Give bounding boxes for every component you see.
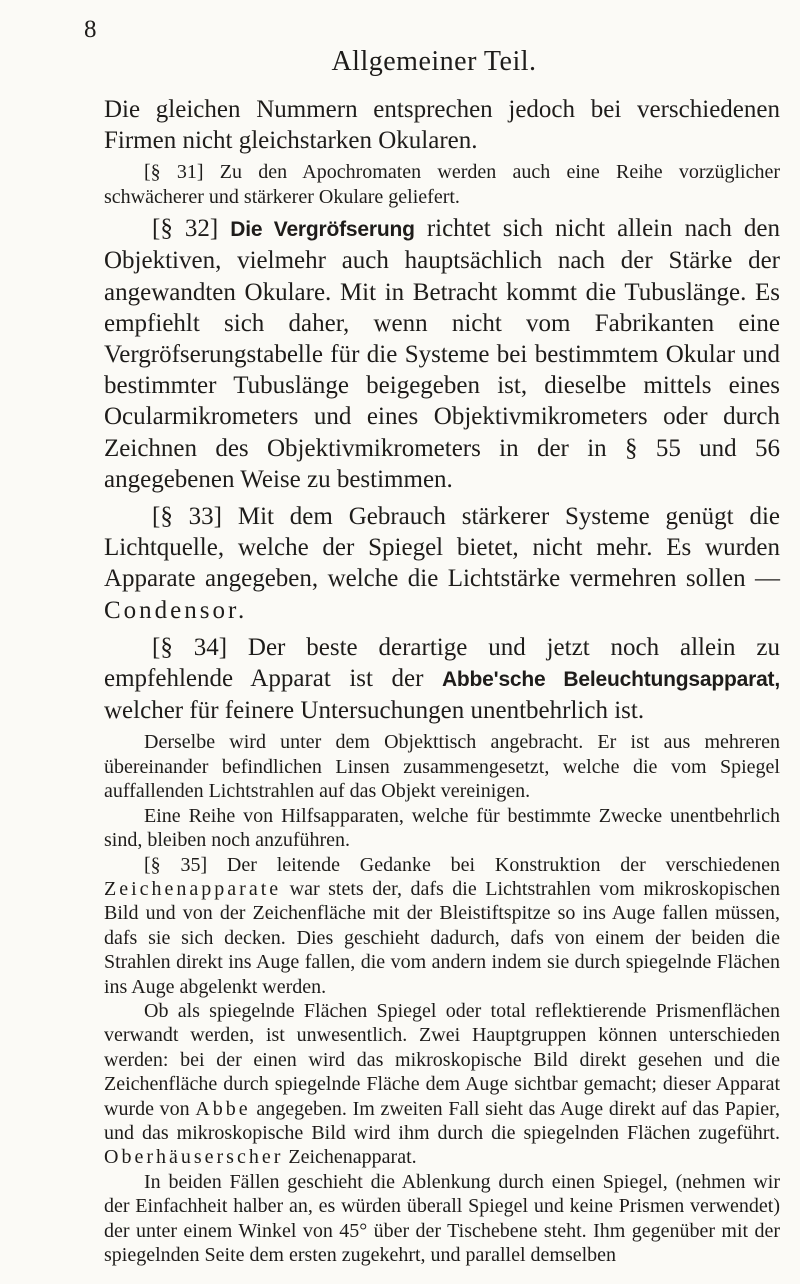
spaced-term-condensor: Condensor. xyxy=(104,596,248,624)
paragraph-32 xyxy=(104,213,780,495)
paragraph-31 xyxy=(104,160,780,209)
paragraph-text: In beiden Fällen geschieht die Ablenkung durch einen Spiegel, (nehmen wir der Einfachheit halber an, es würden überall Spiegel und keine Prismen verwendet) der unter einem Winkel von 45° über der Tischebene steht. Ihm gegenüber mit der spiegelnden Seite dem ersten zugekehrt, und parallel demselben xyxy=(104,1170,780,1266)
paragraph-text: Ob als spiegelnde Flächen Spiegel oder total reflektierende Prismenflächen verwandt werden, ist unwesentlich. Zwei Hauptgruppen können unterschieden werden: bei der einen wird das mikroskopische Bild direkt gesehen und die Zeichenfläche durch spiegelnde Fläche dem Auge sichtbar gemacht; dieser Apparat wurde von xyxy=(104,999,780,1120)
paragraph-text: angegeben. Im zweiten Fall sieht das Auge direkt auf das Papier, und das mikroskopische Bild wird ihm durch die spiegelnden Flächen zugeführt. xyxy=(104,1097,781,1144)
spaced-term-zeichenapparate: Zeichenapparate xyxy=(104,877,282,900)
paragraph-text: Derselbe wird unter dem Objekttisch angebracht. Er ist aus mehreren übereinander befindlichen Linsen zusammengesetzt, welche die vom Spiegel auffallenden Lichtstrahlen auf das Objekt vereinigen. xyxy=(104,731,780,803)
paragraph-text: [§ 35] Der leitende Gedanke bei Konstruktion der verschiedenen xyxy=(144,853,780,876)
bold-term-vergroesserung: Die Vergröfserung xyxy=(230,218,415,242)
paragraph-text: Zeichenapparat. xyxy=(288,1146,417,1169)
paragraph-ablenkung xyxy=(104,1170,780,1268)
paragraph-spiegelnde-flaechen xyxy=(104,999,780,1170)
paragraph-text: war stets der, dafs die Lichtstrahlen vom mikroskopischen Bild und von der Zeichenfläche mit der Bleistiftspitze so ins Auge fallen müssen, dafs sie sich decken. Dies geschieht dadurch, dafs von einem der beiden die Strahlen direkt ins Auge fallen, die vom andern indem sie durch spiegelnde Flächen ins Auge abgelenkt werden. xyxy=(104,877,780,998)
paragraph-hilfsapparate xyxy=(104,804,780,853)
paragraph-derselbe xyxy=(104,730,780,803)
paragraph-35 xyxy=(104,853,780,999)
page-number: 8 xyxy=(84,16,97,43)
paragraph-text: [§ 34] Der beste derartige und jetzt noch allein zu empfehlende Apparat ist der xyxy=(104,633,780,693)
paragraph-text: richtet sich nicht allein nach den Objektiven, vielmehr auch hauptsächlich nach der Stärke der angewandten Okulare. Mit in Betracht kommt die Tubuslänge. Es empfiehlt sich daher, wenn nicht vom Fabrikanten eine Vergröfserungstabelle für die Systeme bei bestimmtem Okular und bestimmter Tubuslänge beigegeben ist, dieselbe mittels eines Ocularmikrometers und eines Objektivmikrometers oder durch Zeichnen des Objektivmikrometers in der in § 55 und 56 angegebenen Weise zu bestimmen. xyxy=(104,215,781,493)
spaced-name-oberhaeuser: Oberhäuserscher xyxy=(104,1146,284,1169)
paragraph-text: Die gleichen Nummern entsprechen jedoch bei verschiedenen Firmen nicht gleichstarken Okularen. xyxy=(104,96,780,155)
paragraph-33 xyxy=(104,501,780,626)
paragraph-text: welcher für feinere Untersuchungen unentbehrlich ist. xyxy=(104,697,645,725)
paragraph-firmen xyxy=(104,94,780,156)
section-ref: [§ 32] xyxy=(152,215,219,243)
body-text xyxy=(104,94,780,1267)
paragraph-34 xyxy=(104,632,780,727)
paragraph-text: [§ 31] Zu den Apochromaten werden auch eine Reihe vorzüglicher schwächerer und stärkerer Okulare geliefert. xyxy=(104,161,780,208)
paragraph-text: [§ 33] Mit dem Gebrauch stärkerer Systeme genügt die Lichtquelle, welche der Spiegel bietet, nicht mehr. Es wurden Apparate angegeben, welche die Lichtstärke vermehren sollen — xyxy=(104,503,780,593)
page-header xyxy=(84,16,784,77)
paragraph-text: Eine Reihe von Hilfsapparaten, welche für bestimmte Zwecke unentbehrlich sind, bleiben noch anzuführen. xyxy=(104,804,780,852)
spaced-name-abbe: Abbe xyxy=(195,1097,251,1120)
bold-term-abbe-apparat: Abbe'sche Beleuchtungsapparat, xyxy=(441,668,780,692)
running-head: Allgemeiner Teil. xyxy=(331,46,537,77)
